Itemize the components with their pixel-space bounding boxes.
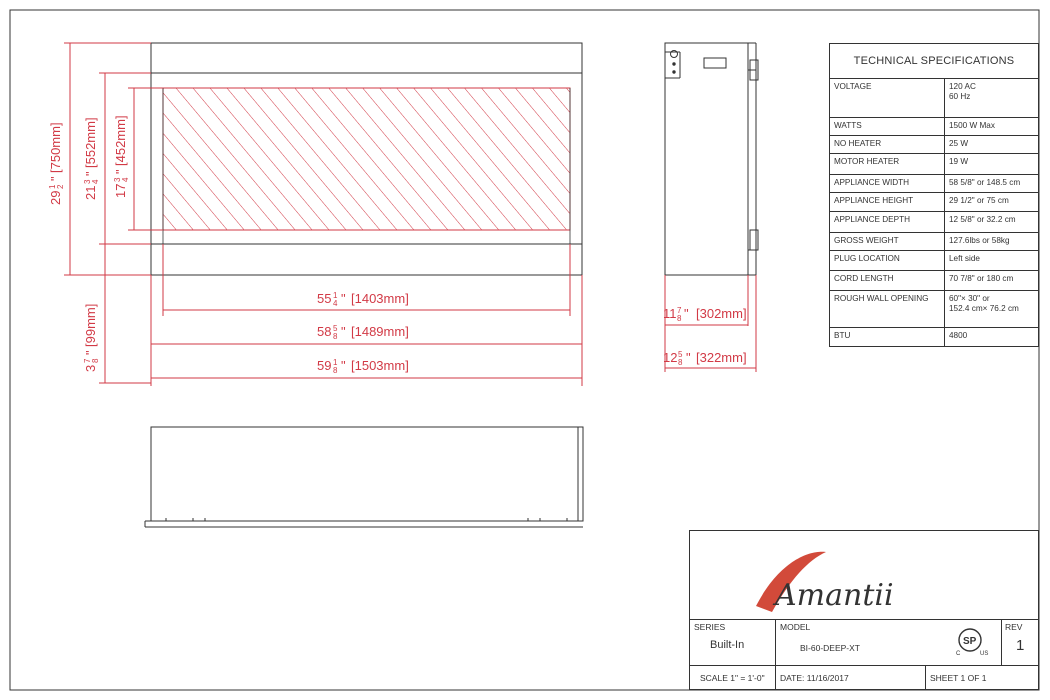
vertical-dimensions [64, 43, 163, 383]
spec-value [949, 331, 1039, 341]
svg-text:[99mm]: [99mm] [83, 303, 98, 347]
spec-row [830, 79, 1038, 118]
spec-row [830, 154, 1038, 175]
svg-text:17: 17 [113, 183, 128, 198]
front-glass-panel [163, 88, 570, 230]
spec-rows [830, 79, 1038, 347]
spec-value [949, 178, 1039, 188]
svg-text:[322mm]: [322mm] [696, 350, 747, 365]
spec-row [830, 193, 1038, 212]
svg-text:": " [684, 306, 689, 321]
spec-value [949, 274, 1039, 284]
spec-label: BTU [834, 331, 851, 340]
dim-width-inner [317, 291, 409, 308]
svg-text:[302mm]: [302mm] [696, 306, 747, 321]
spec-value [949, 82, 1039, 102]
svg-text:": " [83, 350, 98, 355]
spec-value-line: 127.6lbs or 58kg [949, 236, 1010, 245]
svg-text:[1503mm]: [1503mm] [351, 358, 409, 373]
model-label: MODEL [780, 622, 811, 632]
svg-text:3: 3 [83, 364, 98, 372]
title-block [689, 530, 1039, 690]
svg-text:": " [48, 176, 63, 181]
svg-text:Amantii: Amantii [775, 578, 894, 613]
svg-text:3: 3 [83, 179, 92, 184]
spec-row [830, 175, 1038, 193]
svg-text:8: 8 [91, 358, 100, 363]
svg-text:": " [686, 350, 691, 365]
spec-row [830, 291, 1038, 328]
series-value: Built-In [710, 639, 745, 651]
svg-text:1: 1 [333, 291, 338, 300]
spec-label: ROUGH WALL OPENING [834, 294, 929, 303]
spec-value-line: 58 5/8" or 148.5 cm [949, 178, 1021, 187]
spec-value-line: 60 Hz [949, 92, 971, 101]
svg-text:SP: SP [963, 636, 977, 647]
spec-row [830, 136, 1038, 154]
spec-row [830, 251, 1038, 271]
dim-width-total [317, 358, 409, 375]
scale-text: SCALE 1" = 1'-0" [700, 673, 765, 683]
spec-label: APPLIANCE WIDTH [834, 178, 910, 187]
spec-label: NO HEATER [834, 139, 882, 148]
svg-text:[750mm]: [750mm] [48, 122, 63, 173]
svg-text:8: 8 [678, 358, 683, 367]
svg-text:4: 4 [91, 179, 100, 184]
spec-value [949, 121, 1039, 131]
technical-specifications-table [829, 43, 1039, 347]
side-panel-slot [704, 58, 726, 68]
spec-value-line: 70 7/8" or 180 cm [949, 274, 1014, 283]
spec-value [949, 157, 1039, 167]
dim-height-inner [113, 115, 130, 198]
svg-text:[452mm]: [452mm] [113, 115, 128, 166]
dim-height-bottom [83, 304, 100, 372]
spec-label: VOLTAGE [834, 82, 872, 91]
front-view [151, 43, 582, 275]
spec-value-line: 19 W [949, 157, 969, 166]
rev-label: REV [1005, 622, 1023, 632]
spec-label: APPLIANCE DEPTH [834, 215, 910, 224]
spec-value-line: 1500 W Max [949, 121, 995, 130]
spec-label: CORD LENGTH [834, 274, 894, 283]
dim-depth-total [663, 350, 747, 367]
svg-text:7: 7 [83, 358, 92, 363]
svg-text:[1489mm]: [1489mm] [351, 324, 409, 339]
svg-text:2: 2 [56, 184, 65, 189]
date-text: DATE: 11/16/2017 [780, 673, 849, 683]
side-view [665, 43, 758, 275]
spec-value-line: Left side [949, 254, 980, 263]
svg-text:1: 1 [333, 358, 338, 367]
top-view [145, 427, 583, 527]
sheet-text: SHEET 1 OF 1 [930, 673, 987, 683]
dim-width-mid [317, 324, 409, 341]
spec-row [830, 233, 1038, 251]
svg-text:3: 3 [113, 177, 122, 182]
svg-text:58: 58 [317, 324, 332, 339]
svg-text:": " [341, 291, 346, 306]
spec-value [949, 196, 1039, 206]
svg-text:11: 11 [663, 306, 677, 321]
spec-value-line: 25 W [949, 139, 969, 148]
spec-value-line: 120 AC [949, 82, 976, 91]
svg-text:55: 55 [317, 291, 332, 306]
spec-value [949, 215, 1039, 225]
spec-value [949, 294, 1039, 314]
svg-text:[1403mm]: [1403mm] [351, 291, 409, 306]
rev-value: 1 [1016, 637, 1025, 654]
dim-height-mid [83, 117, 100, 200]
spec-table-title: TECHNICAL SPECIFICATIONS [830, 44, 1038, 79]
spec-value-line: 12 5/8" or 32.2 cm [949, 215, 1016, 224]
svg-text:8: 8 [677, 314, 682, 323]
svg-text:21: 21 [83, 185, 98, 200]
svg-text:7: 7 [677, 306, 682, 315]
svg-text:US: US [980, 651, 989, 657]
spec-row [830, 271, 1038, 291]
dim-height-total [48, 122, 65, 205]
spec-row [830, 328, 1038, 347]
spec-label: PLUG LOCATION [834, 254, 900, 263]
svg-text:8: 8 [333, 332, 338, 341]
spec-value [949, 254, 1039, 264]
svg-text:4: 4 [333, 299, 338, 308]
spec-row [830, 212, 1038, 233]
svg-text:8: 8 [333, 366, 338, 375]
svg-text:": " [341, 358, 346, 373]
series-label: SERIES [694, 622, 726, 632]
spec-label: GROSS WEIGHT [834, 236, 899, 245]
svg-text:12: 12 [663, 350, 678, 365]
spec-value [949, 139, 1039, 149]
spec-value-line: 29 1/2" or 75 cm [949, 196, 1009, 205]
svg-text:29: 29 [48, 190, 63, 205]
svg-text:": " [83, 171, 98, 176]
model-value: BI-60-DEEP-XT [800, 643, 860, 653]
spec-label: MOTOR HEATER [834, 157, 900, 166]
dim-depth-inner [663, 306, 747, 323]
svg-text:": " [113, 169, 128, 174]
spec-label: WATTS [834, 121, 862, 130]
svg-text:59: 59 [317, 358, 332, 373]
spec-value-line: 152.4 cm× 76.2 cm [949, 304, 1019, 313]
svg-text:5: 5 [678, 350, 683, 359]
svg-text:5: 5 [333, 324, 338, 333]
svg-text:C: C [956, 651, 961, 657]
svg-text:": " [341, 324, 346, 339]
svg-text:4: 4 [121, 177, 130, 182]
spec-value-line: 60"× 30" or [949, 294, 990, 303]
spec-value [949, 236, 1039, 246]
svg-text:[552mm]: [552mm] [83, 117, 98, 168]
spec-row [830, 118, 1038, 136]
svg-text:1: 1 [48, 184, 57, 189]
spec-label: APPLIANCE HEIGHT [834, 196, 914, 205]
spec-value-line: 4800 [949, 331, 968, 340]
